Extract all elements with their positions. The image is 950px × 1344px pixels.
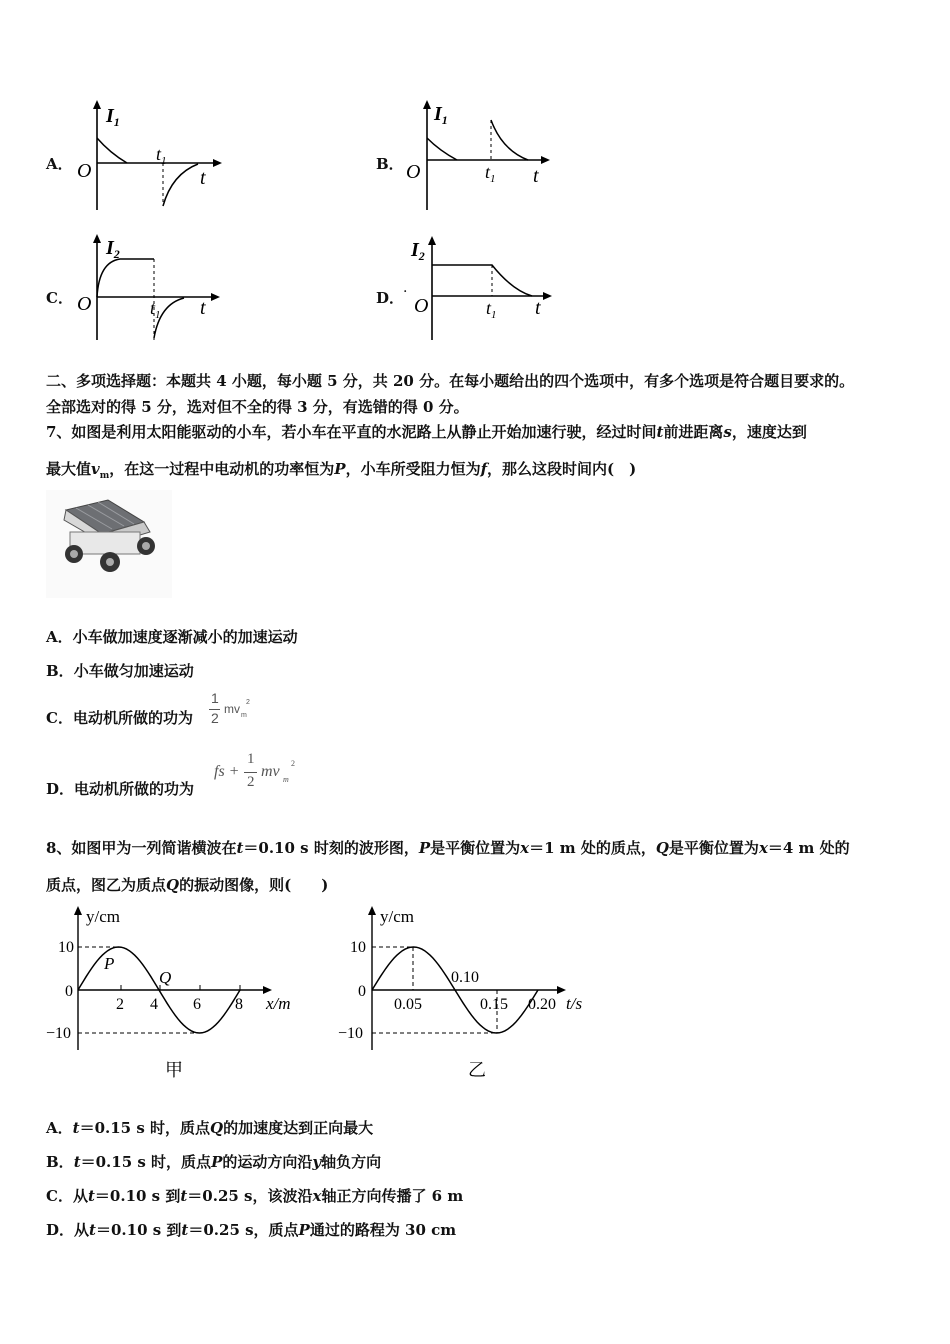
- t-label: t: [200, 167, 206, 189]
- t-axis-arrow: [213, 159, 222, 167]
- q7-option-c[interactable]: C．电动机所做的功为: [46, 709, 193, 727]
- t1-label: $t_1$: [150, 298, 161, 321]
- q7-option-c-formula: 1 2 mv m 2: [211, 690, 250, 726]
- xtick-8: 8: [235, 996, 243, 1013]
- t-label: t: [200, 297, 206, 319]
- q8-stem-line1: 8、如图甲为一列简谐横波在t＝0.10 s 时刻的波形图，P是平衡位置为x＝1 m 处的质点，Q是平衡位置为x＝4 m 处的: [46, 839, 850, 857]
- y-label: $I_2$: [411, 239, 425, 263]
- y-axis-arrow: [74, 906, 82, 915]
- caption-jia: 甲: [165, 1060, 183, 1080]
- q7-option-b[interactable]: B．小车做匀加速运动: [46, 662, 194, 680]
- t-axis-arrow: [557, 986, 566, 994]
- graph-c: [70, 232, 230, 344]
- q7-stem-line2: 最大值$v_m$，在这一过程中电动机的功率恒为P，小车所受阻力恒为f，那么这段时间内( ): [46, 460, 637, 481]
- y-label: $I_1$: [106, 105, 120, 129]
- t1-label: $t_1$: [156, 144, 167, 167]
- point-p-label: P: [104, 954, 115, 973]
- xtick-005: 0.05: [394, 996, 422, 1013]
- t-axis-arrow: [211, 293, 220, 301]
- q7-option-a[interactable]: A．小车做加速度逐渐减小的加速运动: [46, 628, 298, 646]
- vibration-graph-yi: [330, 900, 600, 1090]
- graph-a: [70, 98, 230, 214]
- y-label: $I_2$: [106, 237, 120, 261]
- xtick-2: 2: [116, 996, 124, 1013]
- graph-b: [400, 98, 560, 214]
- section2-line2: 全部选对的得 5 分，选对但不全的得 3 分，有选错的得 0 分。: [46, 398, 469, 416]
- y-label: $I_1$: [434, 103, 448, 127]
- ytick-0: 0: [358, 983, 366, 1000]
- y-axis-arrow: [93, 100, 101, 109]
- y-axis-arrow: [428, 236, 436, 245]
- t-axis-arrow: [543, 292, 552, 300]
- origin-label: O: [414, 295, 429, 317]
- origin-label: O: [77, 293, 92, 315]
- current-curve-2: [491, 120, 528, 160]
- q8-option-b[interactable]: B．t＝0.15 s 时，质点P的运动方向沿y轴负方向: [46, 1153, 382, 1171]
- t-label: t: [535, 297, 541, 319]
- origin-label: O: [77, 160, 92, 182]
- xtick-020: 0.20: [528, 996, 556, 1013]
- x-axis-label: x/m: [266, 994, 291, 1013]
- ytick-neg10: −10: [46, 1025, 72, 1042]
- xtick-4: 4: [150, 996, 158, 1013]
- q7-stem-line1: 7、如图是利用太阳能驱动的小车，若小车在平直的水泥路上从静止开始加速行驶，经过时间t前进距离s，速度达到: [46, 423, 807, 441]
- point-q-label: Q: [159, 968, 172, 987]
- t-label: t: [533, 165, 539, 187]
- q8-option-a[interactable]: A．t＝0.15 s 时，质点Q的加速度达到正向最大: [46, 1119, 374, 1137]
- current-curve-1: [97, 138, 127, 163]
- xtick-010: 0.10: [451, 969, 479, 986]
- q8-option-d[interactable]: D．从t＝0.10 s 到t＝0.25 s，质点P通过的路程为 30 cm: [46, 1221, 457, 1239]
- y-axis-arrow: [423, 100, 431, 109]
- q7-option-d[interactable]: D．电动机所做的功为: [46, 780, 195, 798]
- origin-label: O: [406, 161, 421, 183]
- current-curve-2: [163, 164, 198, 206]
- graph-d-label: D．: [376, 289, 405, 307]
- xtick-6: 6: [193, 996, 201, 1013]
- ytick-10: 10: [350, 939, 366, 956]
- caption-yi: 乙: [468, 1060, 486, 1080]
- ytick-neg10: −10: [338, 1025, 364, 1042]
- wave-graph-jia: [40, 900, 320, 1090]
- graph-c-label: C．: [46, 289, 73, 307]
- current-curve: [432, 265, 532, 296]
- x-axis-arrow: [263, 986, 272, 994]
- y-axis-arrow: [93, 234, 101, 243]
- xtick-015: 0.15: [480, 996, 508, 1013]
- current-curve-1: [427, 138, 457, 160]
- q7-option-d-formula: fs + 1 2 mv m 2: [214, 751, 295, 790]
- ytick-0: 0: [65, 983, 73, 1000]
- q8-stem-line2: 质点，图乙为质点Q的振动图像，则( ): [46, 876, 329, 894]
- ytick-10: 10: [58, 939, 74, 956]
- y-axis-arrow: [368, 906, 376, 915]
- graph-b-label: B．: [376, 155, 404, 173]
- t1-label: $t_1$: [486, 298, 497, 321]
- graph-d: [400, 232, 560, 344]
- t-axis-arrow: [541, 156, 550, 164]
- graph-a-label: A．: [46, 155, 73, 173]
- t1-label: $t_1$: [485, 162, 496, 185]
- section2-line1: 二、多项选择题：本题共 4 小题，每小题 5 分，共 20 分。在每小题给出的四个选项中，有多个选项是符合题目要求的。: [46, 372, 855, 390]
- t-axis-label: t/s: [566, 994, 583, 1013]
- y-axis-label: y/cm: [86, 907, 120, 926]
- current-curve-1: [97, 259, 154, 297]
- solar-car-image: [46, 490, 172, 598]
- y-axis-label: y/cm: [380, 907, 414, 926]
- q8-option-c[interactable]: C．从t＝0.10 s 到t＝0.25 s，该波沿x轴正方向传播了 6 m: [46, 1187, 464, 1205]
- graph-d-mark: ·: [403, 284, 408, 300]
